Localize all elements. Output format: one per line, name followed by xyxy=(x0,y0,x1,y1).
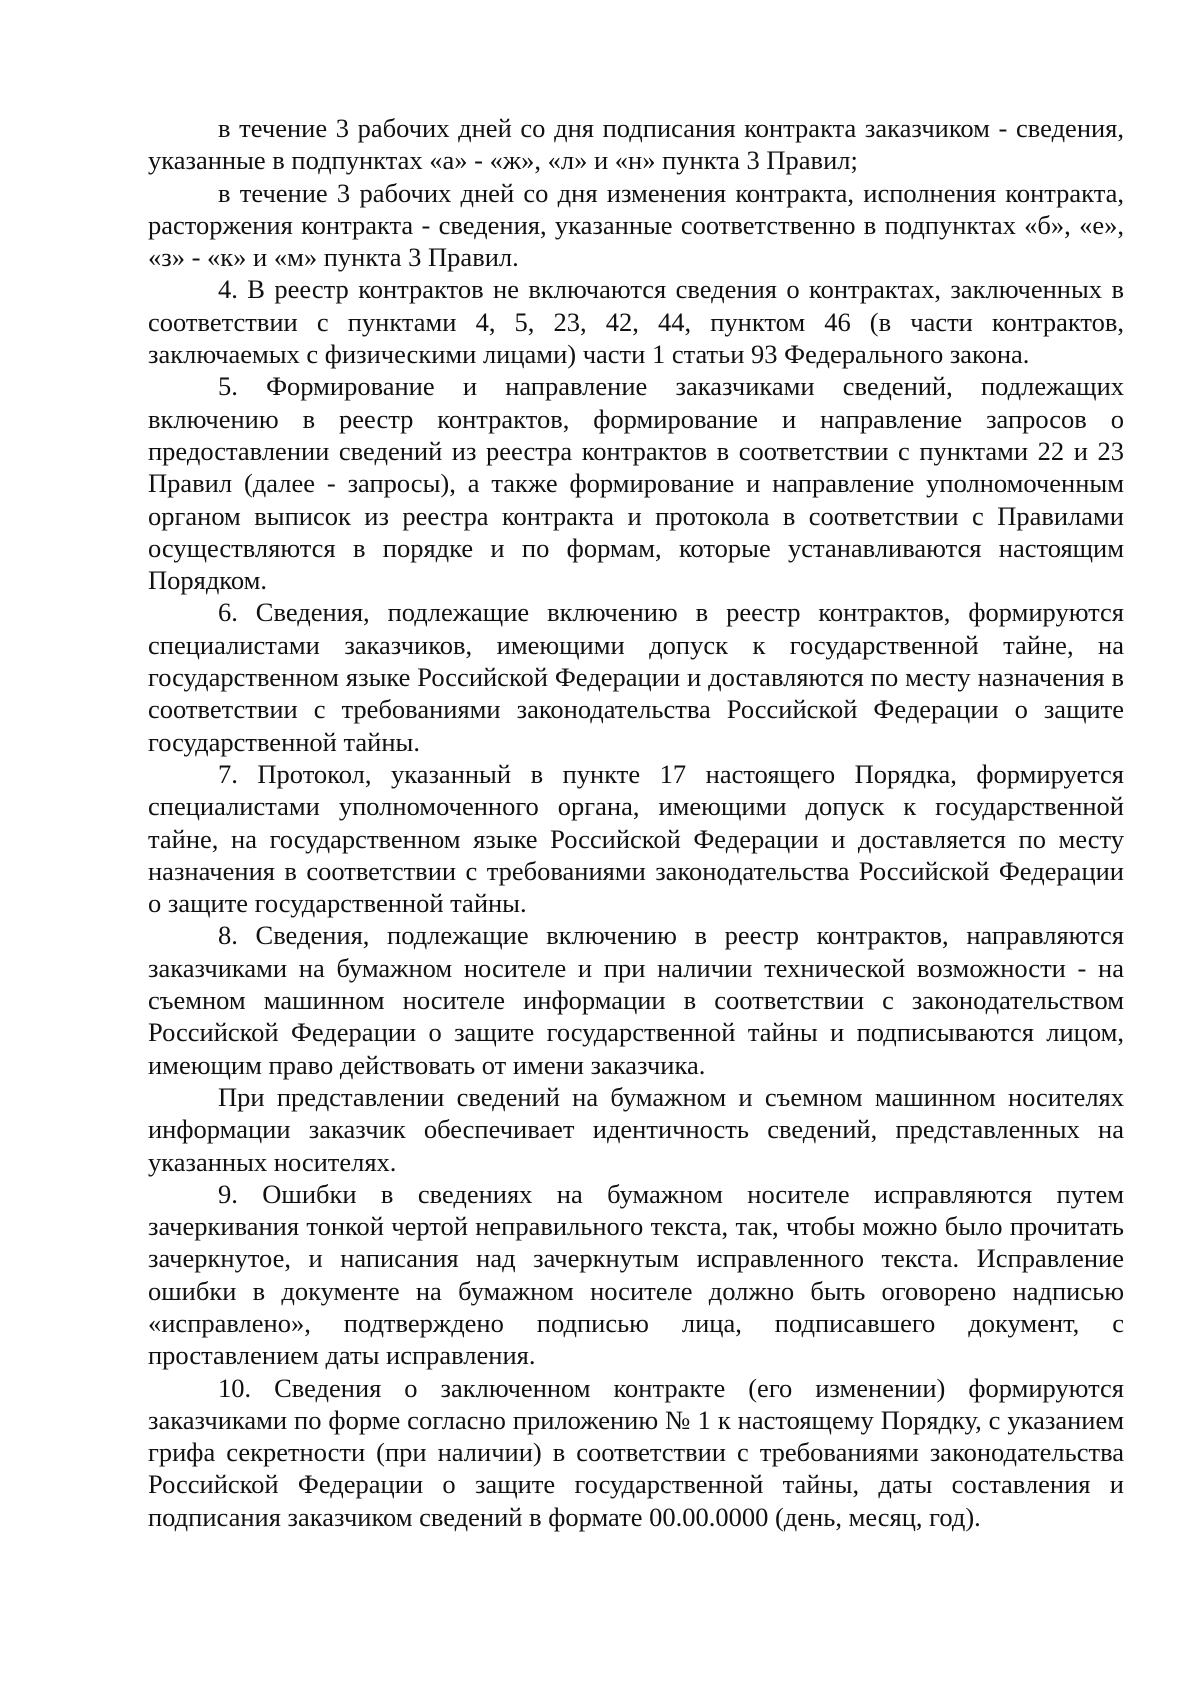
paragraph-5: 5. Формирование и направление заказчиками сведений, подлежащих включению в реестр контрактов, формирование и направление запросов о предоставлении сведений из реестра контрактов в соответствии с пунктами 22 и 23 Правил (далее - запросы), а также формирование и направление уполномоченным органом выписок из реестра контракта и протокола в соответствии с Правилами осуществляются в порядке и по формам, которые устанавливаются настоящим Порядком. xyxy=(148,371,1124,596)
paragraph-7: 7. Протокол, указанный в пункте 17 настоящего Порядка, формируется специалистами уполномоченного органа, имеющими допуск к государственной тайне, на государственном языке Российской Федерации и доставляется по месту назначения в соответствии с требованиями законодательства Российской Федерации о защите государственной тайны. xyxy=(148,758,1124,919)
paragraph-deadline-signing: в течение 3 рабочих дней со дня подписания контракта заказчиком - сведения, указанные в подпунктах «а» - «ж», «л» и «н» пункта 3 Правил; xyxy=(148,113,1124,176)
paragraph-deadline-change: в течение 3 рабочих дней со дня изменения контракта, исполнения контракта, расторжения контракта - сведения, указанные соответственно в подпунктах «б», «е», «з» - «к» и «м» пункта 3 Правил. xyxy=(148,177,1124,273)
paragraph-4: 4. В реестр контрактов не включаются сведения о контрактах, заключенных в соответствии с пунктами 4, 5, 23, 42, 44, пунктом 46 (в части контрактов, заключаемых с физическими лицами) части 1 статьи 93 Федерального закона. xyxy=(148,274,1124,370)
paragraph-8-continued: При представлении сведений на бумажном и съемном машинном носителях информации заказчик обеспечивает идентичность сведений, представленных на указанных носителях. xyxy=(148,1081,1124,1177)
paragraph-9: 9. Ошибки в сведениях на бумажном носителе исправляются путем зачеркивания тонкой чертой неправильного текста, так, чтобы можно было прочитать зачеркнутое, и написания над зачеркнутым исправленного текста. Исправление ошибки в документе на бумажном носителе должно быть оговорено надписью «исправлено», подтверждено подписью лица, подписавшего документ, с проставлением даты исправления. xyxy=(148,1178,1124,1371)
document-page xyxy=(148,112,1124,1533)
paragraph-10: 10. Сведения о заключенном контракте (его изменении) формируются заказчиками по форме согласно приложению № 1 к настоящему Порядку, с указанием грифа секретности (при наличии) в соответствии с требованиями законодательства Российской Федерации о защите государственной тайны, даты составления и подписания заказчиком сведений в формате 00.00.0000 (день, месяц, год). xyxy=(148,1372,1124,1532)
paragraph-6: 6. Сведения, подлежащие включению в реестр контрактов, формируются специалистами заказчиков, имеющими допуск к государственной тайне, на государственном языке Российской Федерации и доставляются по месту назначения в соответствии с требованиями законодательства Российской Федерации о защите государственной тайны. xyxy=(148,597,1124,757)
paragraph-8: 8. Сведения, подлежащие включению в реестр контрактов, направляются заказчиками на бумажном носителе и при наличии технической возможности - на съемном машинном носителе информации в соответствии с законодательством Российской Федерации о защите государственной тайны и подписываются лицом, имеющим право действовать от имени заказчика. xyxy=(148,920,1124,1080)
